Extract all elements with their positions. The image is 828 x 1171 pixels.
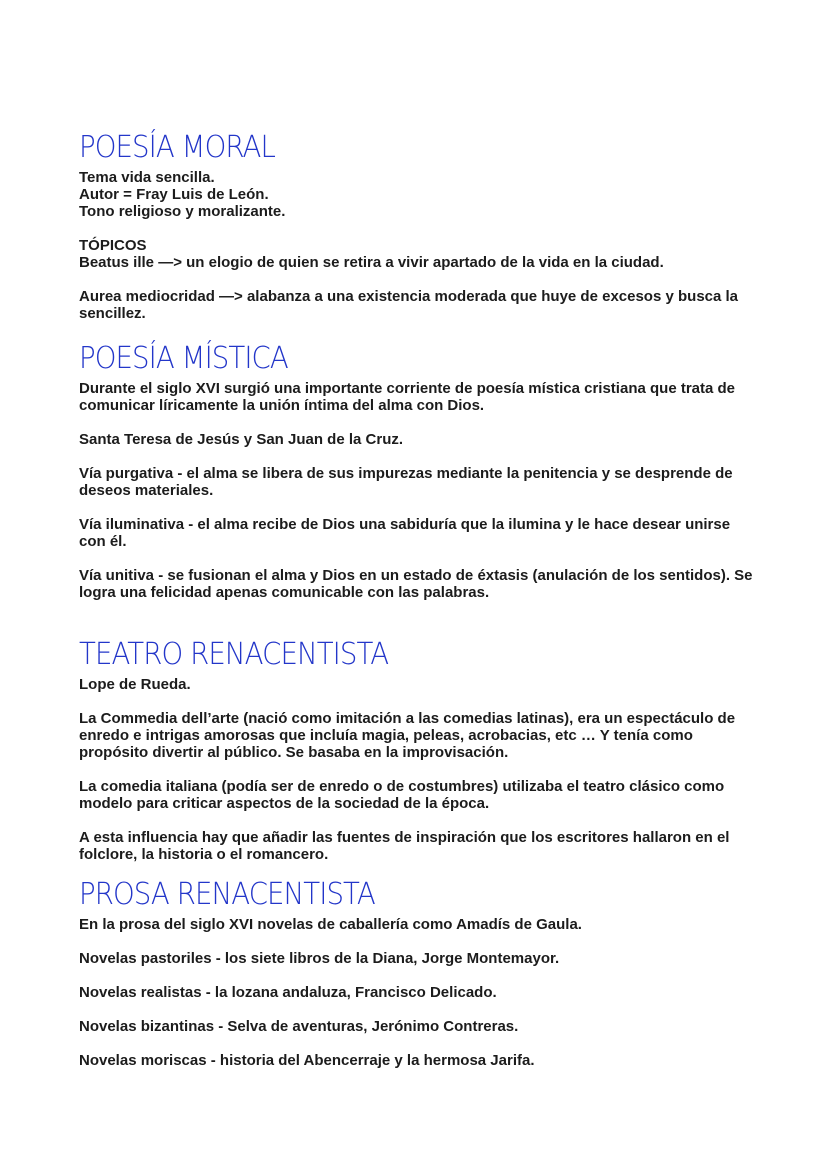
prosa-novelas-moriscas: Novelas moriscas - historia del Abencerraje y la hermosa Jarifa.	[79, 1052, 535, 1069]
heading-poesia-mistica: POESÍA MÍSTICA	[79, 341, 288, 376]
heading-teatro-renacentista: TEATRO RENACENTISTA	[79, 637, 389, 672]
teatro-commedia-dellarte: La Commedia dell’arte (nació como imitación a las comedias latinas), era un espectáculo de enredo e intrigas amorosas que incluía magia, peleas, acrobacias, etc … Y tenía como propósito divertir al público. Se basaba en la improvisación.	[79, 710, 736, 761]
moral-tono: Tono religioso y moralizante.	[79, 203, 286, 220]
mistica-autores: Santa Teresa de Jesús y San Juan de la Cruz.	[79, 431, 404, 448]
mistica-via-purgativa: Vía purgativa - el alma se libera de sus impurezas mediante la penitencia y se desprende de deseos materiales.	[79, 465, 733, 499]
teatro-influencia: A esta influencia hay que añadir las fuentes de inspiración que los escritores hallaron en el folclore, la historia o el romancero.	[79, 829, 730, 863]
mistica-via-unitiva: Vía unitiva - se fusionan el alma y Dios en un estado de éxtasis (anulación de los sentidos). Se logra una felicidad apenas comunicable con las palabras.	[79, 567, 753, 601]
heading-poesia-moral: POESÍA MORAL	[79, 130, 275, 165]
moral-aurea-mediocridad: Aurea mediocridad —> alabanza a una existencia moderada que huye de excesos y busca la sencillez.	[79, 288, 739, 322]
mistica-via-iluminativa: Vía iluminativa - el alma recibe de Dios una sabiduría que la ilumina y le hace desear unirse con él.	[79, 516, 731, 550]
prosa-novelas-realistas: Novelas realistas - la lozana andaluza, Francisco Delicado.	[79, 984, 497, 1001]
section-teatro-renacentista	[79, 638, 759, 863]
moral-autor: Autor = Fray Luis de León.	[79, 186, 269, 203]
section-poesia-mistica	[79, 342, 759, 601]
section-poesia-moral	[79, 131, 759, 322]
moral-beatus-ille: Beatus ille —> un elogio de quien se retira a vivir apartado de la vida en la ciudad.	[79, 254, 664, 271]
prosa-novelas-pastoriles: Novelas pastoriles - los siete libros de la Diana, Jorge Montemayor.	[79, 950, 560, 967]
section-prosa-renacentista	[79, 878, 759, 1069]
teatro-comedia-italiana: La comedia italiana (podía ser de enredo o de costumbres) utilizaba el teatro clásico como modelo para criticar aspectos de la sociedad de la época.	[79, 778, 725, 812]
moral-topicos-label: TÓPICOS	[79, 237, 147, 254]
moral-tema: Tema vida sencilla.	[79, 169, 215, 186]
heading-prosa-renacentista: PROSA RENACENTISTA	[79, 877, 375, 912]
teatro-autor: Lope de Rueda.	[79, 676, 191, 693]
prosa-novelas-bizantinas: Novelas bizantinas - Selva de aventuras, Jerónimo Contreras.	[79, 1018, 519, 1035]
mistica-intro: Durante el siglo XVI surgió una importante corriente de poesía mística cristiana que trata de comunicar líricamente la unión íntima del alma con Dios.	[79, 380, 736, 414]
prosa-caballeria: En la prosa del siglo XVI novelas de caballería como Amadís de Gaula.	[79, 916, 582, 933]
